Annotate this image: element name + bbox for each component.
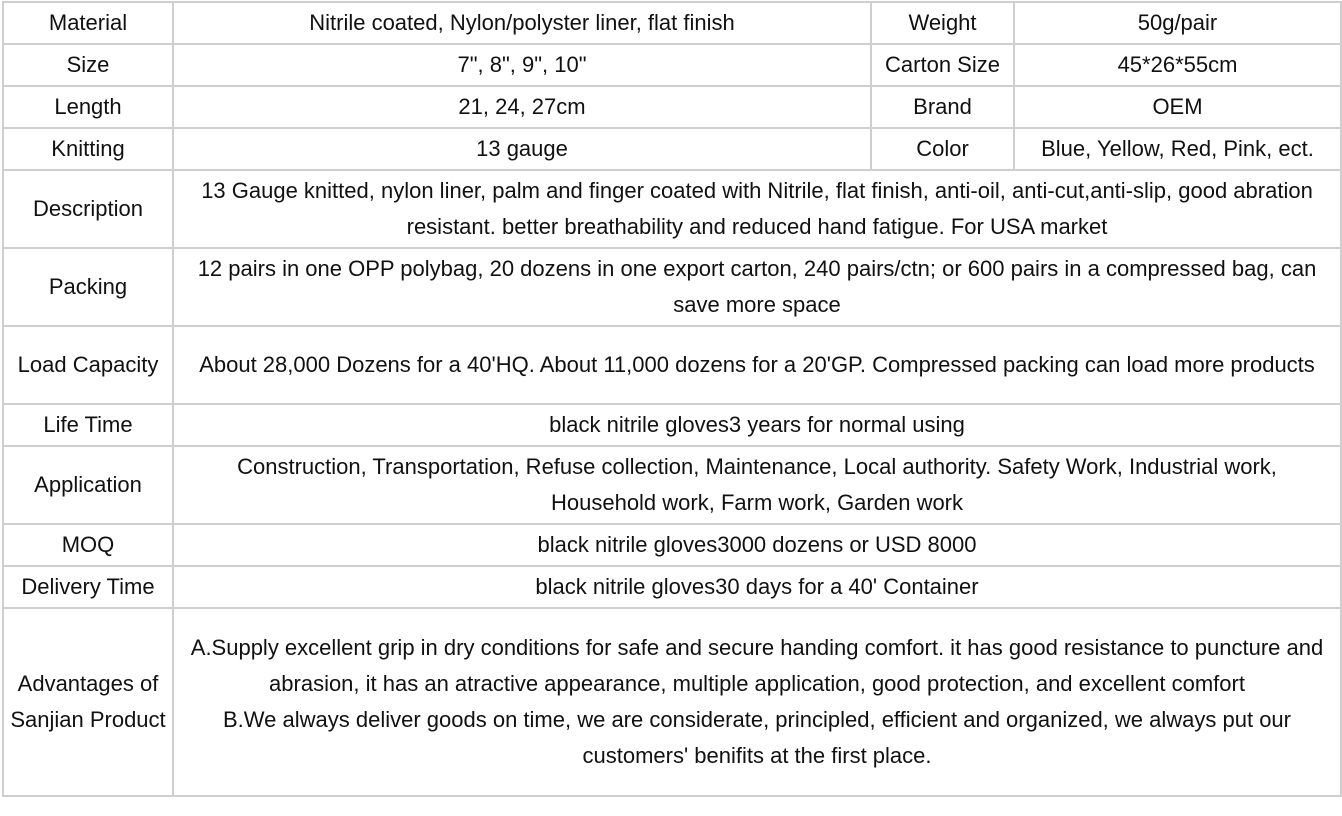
spec-value: black nitrile gloves3 years for normal using — [173, 404, 1341, 446]
spec-row-size — [3, 44, 1341, 86]
product-spec-table — [2, 1, 1342, 797]
spec-row-load-capacity — [3, 326, 1341, 404]
spec-row-length — [3, 86, 1341, 128]
spec-value: Construction, Transportation, Refuse collection, Maintenance, Local authority. Safety Work, Industrial work, Household work, Farm work, Garden work — [173, 446, 1341, 524]
spec-value: black nitrile gloves30 days for a 40' Container — [173, 566, 1341, 608]
spec-row-delivery-time — [3, 566, 1341, 608]
spec-row-application — [3, 446, 1341, 524]
spec-row-packing — [3, 248, 1341, 326]
spec-value: About 28,000 Dozens for a 40'HQ. About 11,000 dozens for a 20'GP. Compressed packing can load more products — [173, 326, 1341, 404]
spec-row-description — [3, 170, 1341, 248]
spec-label: Material — [3, 2, 173, 44]
spec-label: MOQ — [3, 524, 173, 566]
spec-label: Size — [3, 44, 173, 86]
spec-label: Knitting — [3, 128, 173, 170]
spec-label: Description — [3, 170, 173, 248]
spec-label: Advantages of Sanjian Product — [3, 608, 173, 796]
spec-row-advantages — [3, 608, 1341, 796]
spec-label: Color — [871, 128, 1014, 170]
spec-label: Delivery Time — [3, 566, 173, 608]
spec-value: 7", 8", 9", 10" — [173, 44, 871, 86]
spec-label: Application — [3, 446, 173, 524]
spec-value: Nitrile coated, Nylon/polyster liner, flat finish — [173, 2, 871, 44]
spec-value: Blue, Yellow, Red, Pink, ect. — [1014, 128, 1341, 170]
advantage-point-a: A.Supply excellent grip in dry conditions for safe and secure handing comfort. it has good resistance to puncture and abrasion, it has an atractive appearance, multiple application, good protection, and excellent comfort — [190, 635, 1324, 696]
spec-value: 12 pairs in one OPP polybag, 20 dozens in one export carton, 240 pairs/ctn; or 600 pairs in a compressed bag, can save more space — [173, 248, 1341, 326]
advantage-point-b: B.We always deliver goods on time, we are considerate, principled, efficient and organized, we always put our customers' benifits at the first place. — [223, 707, 1291, 768]
spec-row-knitting — [3, 128, 1341, 170]
advantages-cell — [173, 608, 1341, 796]
spec-label: Packing — [3, 248, 173, 326]
spec-row-life-time — [3, 404, 1341, 446]
spec-row-material — [3, 2, 1341, 44]
spec-label: Carton Size — [871, 44, 1014, 86]
spec-value: 13 Gauge knitted, nylon liner, palm and finger coated with Nitrile, flat finish, anti-oil, anti-cut,anti-slip, good abration resistant. better breathability and reduced hand fatigue. For USA market — [173, 170, 1341, 248]
spec-value: black nitrile gloves3000 dozens or USD 8000 — [173, 524, 1341, 566]
spec-label: Load Capacity — [3, 326, 173, 404]
spec-value: 45*26*55cm — [1014, 44, 1341, 86]
spec-label: Brand — [871, 86, 1014, 128]
spec-value: 21, 24, 27cm — [173, 86, 871, 128]
spec-value: 13 gauge — [173, 128, 871, 170]
spec-label: Weight — [871, 2, 1014, 44]
spec-value: OEM — [1014, 86, 1341, 128]
spec-value: 50g/pair — [1014, 2, 1341, 44]
spec-row-moq — [3, 524, 1341, 566]
spec-label: Length — [3, 86, 173, 128]
spec-label: Life Time — [3, 404, 173, 446]
